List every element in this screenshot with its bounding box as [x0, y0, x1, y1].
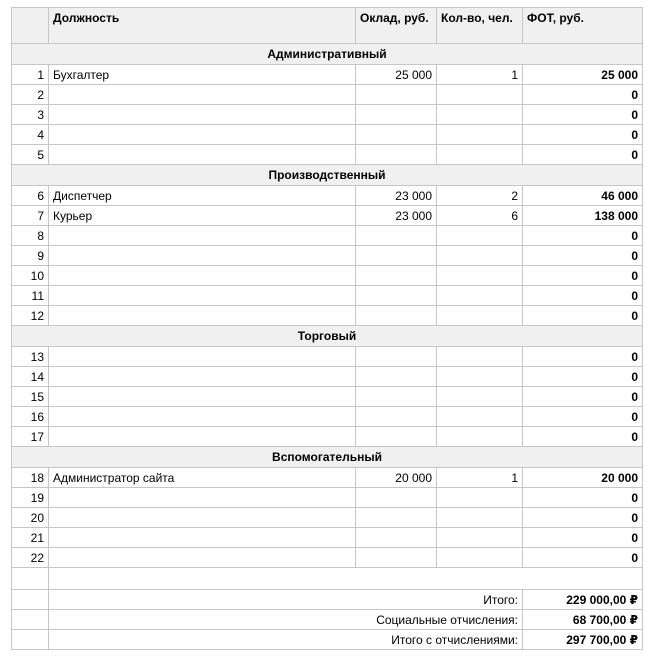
table-row: [12, 145, 643, 165]
count-cell: 1: [437, 468, 523, 488]
total-index-cell: [12, 630, 49, 650]
salary-cell: [356, 145, 437, 165]
section-header-row: [12, 165, 643, 186]
count-cell: [437, 266, 523, 286]
fot-cell: 0: [523, 125, 643, 145]
fot-cell: 0: [523, 407, 643, 427]
fot-cell: 0: [523, 367, 643, 387]
position-cell: [49, 266, 356, 286]
total-index-cell: [12, 610, 49, 630]
position-cell: [49, 407, 356, 427]
position-cell: Бухгалтер: [49, 65, 356, 85]
fot-cell: 0: [523, 226, 643, 246]
count-cell: [437, 488, 523, 508]
row-number: 19: [12, 488, 49, 508]
count-cell: [437, 226, 523, 246]
position-cell: [49, 286, 356, 306]
count-cell: [437, 387, 523, 407]
table-row: [12, 407, 643, 427]
position-cell: [49, 246, 356, 266]
header-index-cell: [12, 8, 49, 44]
total-row: [12, 590, 643, 610]
fot-cell: 0: [523, 266, 643, 286]
table-row: [12, 266, 643, 286]
count-cell: [437, 508, 523, 528]
table-row: [12, 125, 643, 145]
row-number: 2: [12, 85, 49, 105]
table-row: [12, 387, 643, 407]
table-row: [12, 468, 643, 488]
row-number: 1: [12, 65, 49, 85]
section-header-row: [12, 326, 643, 347]
fot-cell: 0: [523, 145, 643, 165]
row-number: 21: [12, 528, 49, 548]
row-number: 15: [12, 387, 49, 407]
table-row: [12, 286, 643, 306]
table-row: [12, 186, 643, 206]
position-cell: [49, 145, 356, 165]
position-cell: [49, 105, 356, 125]
position-cell: [49, 548, 356, 568]
salary-cell: [356, 125, 437, 145]
count-cell: [437, 125, 523, 145]
salary-cell: [356, 407, 437, 427]
position-cell: Курьер: [49, 206, 356, 226]
row-number: 10: [12, 266, 49, 286]
fot-cell: 0: [523, 306, 643, 326]
count-cell: [437, 347, 523, 367]
salary-cell: [356, 246, 437, 266]
section-title: Административный: [12, 44, 643, 65]
total-label: Итого:: [49, 590, 523, 610]
count-cell: 6: [437, 206, 523, 226]
salary-cell: 20 000: [356, 468, 437, 488]
total-value: 297 700,00 ₽: [523, 630, 643, 650]
fot-cell: 0: [523, 488, 643, 508]
row-number: 12: [12, 306, 49, 326]
count-cell: [437, 306, 523, 326]
position-cell: [49, 125, 356, 145]
row-number: 14: [12, 367, 49, 387]
table-row: [12, 65, 643, 85]
header-count: Кол-во, чел.: [437, 8, 523, 44]
position-cell: Диспетчер: [49, 186, 356, 206]
position-cell: [49, 528, 356, 548]
header-row: [12, 8, 643, 44]
row-number: 18: [12, 468, 49, 488]
row-number: 4: [12, 125, 49, 145]
row-number: 17: [12, 427, 49, 447]
table-row: [12, 548, 643, 568]
total-row: [12, 610, 643, 630]
salary-cell: [356, 508, 437, 528]
fot-cell: 0: [523, 246, 643, 266]
count-cell: 1: [437, 65, 523, 85]
table-row: [12, 528, 643, 548]
table-row: [12, 367, 643, 387]
salary-cell: [356, 367, 437, 387]
row-number: 22: [12, 548, 49, 568]
fot-cell: 0: [523, 528, 643, 548]
section-title: Производственный: [12, 165, 643, 186]
count-cell: [437, 427, 523, 447]
salary-cell: [356, 266, 437, 286]
position-cell: [49, 367, 356, 387]
row-number: 13: [12, 347, 49, 367]
row-number: 9: [12, 246, 49, 266]
salary-cell: 25 000: [356, 65, 437, 85]
table-row: [12, 246, 643, 266]
row-number: 6: [12, 186, 49, 206]
count-cell: 2: [437, 186, 523, 206]
count-cell: [437, 286, 523, 306]
fot-cell: 25 000: [523, 65, 643, 85]
salary-cell: [356, 105, 437, 125]
count-cell: [437, 367, 523, 387]
total-index-cell: [12, 590, 49, 610]
position-cell: [49, 306, 356, 326]
count-cell: [437, 528, 523, 548]
fot-cell: 0: [523, 347, 643, 367]
row-number: 20: [12, 508, 49, 528]
total-value: 68 700,00 ₽: [523, 610, 643, 630]
spacer-index-cell: [12, 568, 49, 590]
salary-cell: [356, 548, 437, 568]
table-row: [12, 427, 643, 447]
count-cell: [437, 145, 523, 165]
total-row: [12, 630, 643, 650]
total-value: 229 000,00 ₽: [523, 590, 643, 610]
row-number: 5: [12, 145, 49, 165]
salary-cell: [356, 306, 437, 326]
section-title: Торговый: [12, 326, 643, 347]
payroll-table: [11, 7, 643, 650]
fot-cell: 20 000: [523, 468, 643, 488]
section-title: Вспомогательный: [12, 447, 643, 468]
fot-cell: 138 000: [523, 206, 643, 226]
count-cell: [437, 407, 523, 427]
fot-cell: 0: [523, 508, 643, 528]
position-cell: [49, 226, 356, 246]
section-header-row: [12, 447, 643, 468]
fot-cell: 0: [523, 105, 643, 125]
spacer-cell: [49, 568, 643, 590]
row-number: 8: [12, 226, 49, 246]
row-number: 11: [12, 286, 49, 306]
salary-cell: [356, 85, 437, 105]
salary-cell: [356, 226, 437, 246]
fot-cell: 0: [523, 85, 643, 105]
salary-cell: [356, 387, 437, 407]
spacer-row: [12, 568, 643, 590]
row-number: 3: [12, 105, 49, 125]
table-row: [12, 306, 643, 326]
table-row: [12, 488, 643, 508]
fot-cell: 46 000: [523, 186, 643, 206]
table-row: [12, 508, 643, 528]
salary-cell: 23 000: [356, 186, 437, 206]
salary-cell: [356, 286, 437, 306]
total-label: Итого с отчислениями:: [49, 630, 523, 650]
section-header-row: [12, 44, 643, 65]
fot-cell: 0: [523, 387, 643, 407]
table-row: [12, 105, 643, 125]
fot-cell: 0: [523, 548, 643, 568]
fot-cell: 0: [523, 286, 643, 306]
position-cell: [49, 85, 356, 105]
position-cell: Администратор сайта: [49, 468, 356, 488]
table-row: [12, 206, 643, 226]
header-fot: ФОТ, руб.: [523, 8, 643, 44]
header-name: Должность: [49, 8, 356, 44]
count-cell: [437, 105, 523, 125]
table-row: [12, 347, 643, 367]
salary-cell: [356, 347, 437, 367]
row-number: 7: [12, 206, 49, 226]
salary-cell: [356, 488, 437, 508]
header-salary: Оклад, руб.: [356, 8, 437, 44]
position-cell: [49, 387, 356, 407]
row-number: 16: [12, 407, 49, 427]
table-row: [12, 226, 643, 246]
count-cell: [437, 85, 523, 105]
salary-cell: [356, 427, 437, 447]
position-cell: [49, 508, 356, 528]
position-cell: [49, 347, 356, 367]
salary-cell: 23 000: [356, 206, 437, 226]
count-cell: [437, 246, 523, 266]
salary-cell: [356, 528, 437, 548]
position-cell: [49, 427, 356, 447]
position-cell: [49, 488, 356, 508]
fot-cell: 0: [523, 427, 643, 447]
count-cell: [437, 548, 523, 568]
total-label: Социальные отчисления:: [49, 610, 523, 630]
table-row: [12, 85, 643, 105]
